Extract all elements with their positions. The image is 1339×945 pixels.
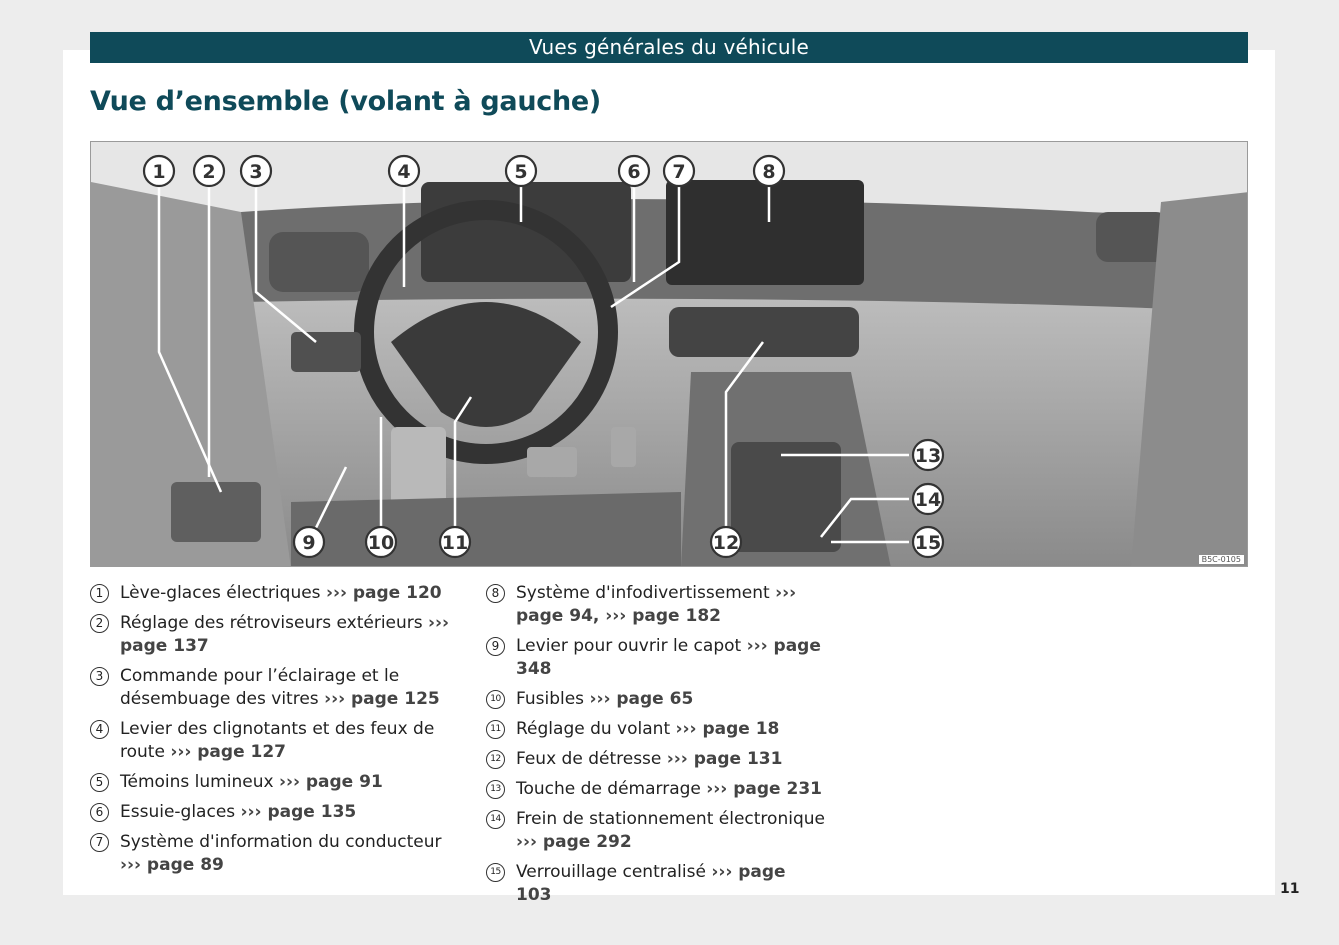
legend-item <box>486 688 826 711</box>
callout-3 <box>241 156 271 186</box>
item-label: Système d'information du conducteur <box>120 832 442 852</box>
svg-text:13: 13 <box>914 445 942 467</box>
dashboard-figure <box>90 141 1248 567</box>
callout-9 <box>294 527 324 557</box>
item-number: 6 <box>90 803 109 822</box>
svg-text:2: 2 <box>202 161 216 183</box>
legend-item <box>486 635 826 681</box>
svg-text:9: 9 <box>302 532 316 554</box>
page-reference-link[interactable]: ››› page 65 <box>589 689 694 709</box>
item-label: Témoins lumineux <box>120 772 279 792</box>
item-number: 15 <box>486 863 505 882</box>
item-number: 8 <box>486 584 505 603</box>
item-label: Fusibles <box>516 689 590 709</box>
legend-item <box>90 718 460 764</box>
legend-item <box>90 582 460 605</box>
legend-item <box>90 612 460 658</box>
page-reference-link[interactable]: ››› page 137 <box>120 613 450 656</box>
callout-11 <box>440 527 470 557</box>
item-number: 3 <box>90 667 109 686</box>
callout-7 <box>664 156 694 186</box>
legend-item <box>90 801 460 824</box>
page-reference-link[interactable]: ››› page 231 <box>706 779 822 799</box>
item-number: 5 <box>90 773 109 792</box>
svg-text:1: 1 <box>152 161 166 183</box>
svg-text:15: 15 <box>914 532 942 554</box>
page-reference-link[interactable]: ››› page 18 <box>675 719 780 739</box>
page-reference-link[interactable]: ››› page 91 <box>278 772 383 792</box>
svg-text:8: 8 <box>762 161 776 183</box>
item-label: Essuie-glaces <box>120 802 241 822</box>
item-number: 11 <box>486 720 505 739</box>
item-label: Levier pour ouvrir le capot <box>516 636 747 656</box>
callout-4 <box>389 156 419 186</box>
svg-text:6: 6 <box>627 161 641 183</box>
item-number: 1 <box>90 584 109 603</box>
item-number: 4 <box>90 720 109 739</box>
section-header: Vues générales du véhicule <box>90 32 1248 63</box>
page-title: Vue d’ensemble (volant à gauche) <box>90 86 601 117</box>
item-number: 12 <box>486 750 505 769</box>
svg-text:5: 5 <box>514 161 528 183</box>
callout-2 <box>194 156 224 186</box>
svg-text:3: 3 <box>249 161 263 183</box>
svg-text:4: 4 <box>397 161 411 183</box>
page-reference-link[interactable]: ››› page 103 <box>516 862 786 905</box>
legend-item <box>486 748 826 771</box>
item-label: Système d'infodivertissement <box>516 583 776 603</box>
item-label: Commande pour l’éclairage et le désembuage des vitres <box>120 666 400 709</box>
legend-item <box>90 771 460 794</box>
item-number: 10 <box>486 690 505 709</box>
svg-text:10: 10 <box>367 532 395 554</box>
item-number: 14 <box>486 810 505 829</box>
page-reference-link[interactable]: ››› page 127 <box>170 742 287 762</box>
item-label: Lève-glaces électriques <box>120 583 326 603</box>
page-reference-link[interactable]: ››› page 120 <box>325 583 442 603</box>
legend-column-left <box>90 582 460 884</box>
callout-1 <box>144 156 174 186</box>
legend-item <box>486 808 826 854</box>
legend-item <box>486 778 826 801</box>
item-label: Touche de démarrage <box>516 779 707 799</box>
legend-item <box>90 831 460 877</box>
page-reference-link[interactable]: ››› page 125 <box>324 689 440 709</box>
item-number: 7 <box>90 833 109 852</box>
legend-item <box>486 582 826 628</box>
callout-5 <box>506 156 536 186</box>
callout-14 <box>913 484 943 514</box>
item-number: 13 <box>486 780 505 799</box>
item-number: 2 <box>90 614 109 633</box>
callout-12 <box>711 527 741 557</box>
page-reference-link[interactable]: ››› page 135 <box>240 802 357 822</box>
svg-text:12: 12 <box>712 532 740 554</box>
item-label: Réglage du volant <box>516 719 676 739</box>
figure-code: B5C-0105 <box>1199 555 1244 564</box>
page-reference-link[interactable]: ››› page 292 <box>516 832 632 852</box>
legend-item <box>486 718 826 741</box>
callout-10 <box>366 527 396 557</box>
svg-text:7: 7 <box>672 161 686 183</box>
page-reference-link[interactable]: ››› page 348 <box>516 636 821 679</box>
svg-text:14: 14 <box>914 489 942 511</box>
item-label: Frein de stationnement électronique <box>516 809 825 829</box>
item-number: 9 <box>486 637 505 656</box>
page-reference-link[interactable]: ››› page 94, ››› page 182 <box>516 583 797 626</box>
legend-item <box>486 861 826 907</box>
legend-item <box>90 665 460 711</box>
callout-15 <box>913 527 943 557</box>
legend-column-right <box>486 582 826 914</box>
page-reference-link[interactable]: ››› page 131 <box>666 749 783 769</box>
dashboard-illustration <box>91 142 1248 567</box>
item-label: Verrouillage centralisé <box>516 862 712 882</box>
svg-text:11: 11 <box>441 532 469 554</box>
item-label: Feux de détresse <box>516 749 667 769</box>
item-label: Levier des clignotants et des feux de route <box>120 719 435 762</box>
page-reference-link[interactable]: ››› page 89 <box>120 855 224 875</box>
callout-8 <box>754 156 784 186</box>
callout-6 <box>619 156 649 186</box>
callout-13 <box>913 440 943 470</box>
page-number: 11 <box>1280 881 1300 897</box>
item-label: Réglage des rétroviseurs extérieurs <box>120 613 429 633</box>
